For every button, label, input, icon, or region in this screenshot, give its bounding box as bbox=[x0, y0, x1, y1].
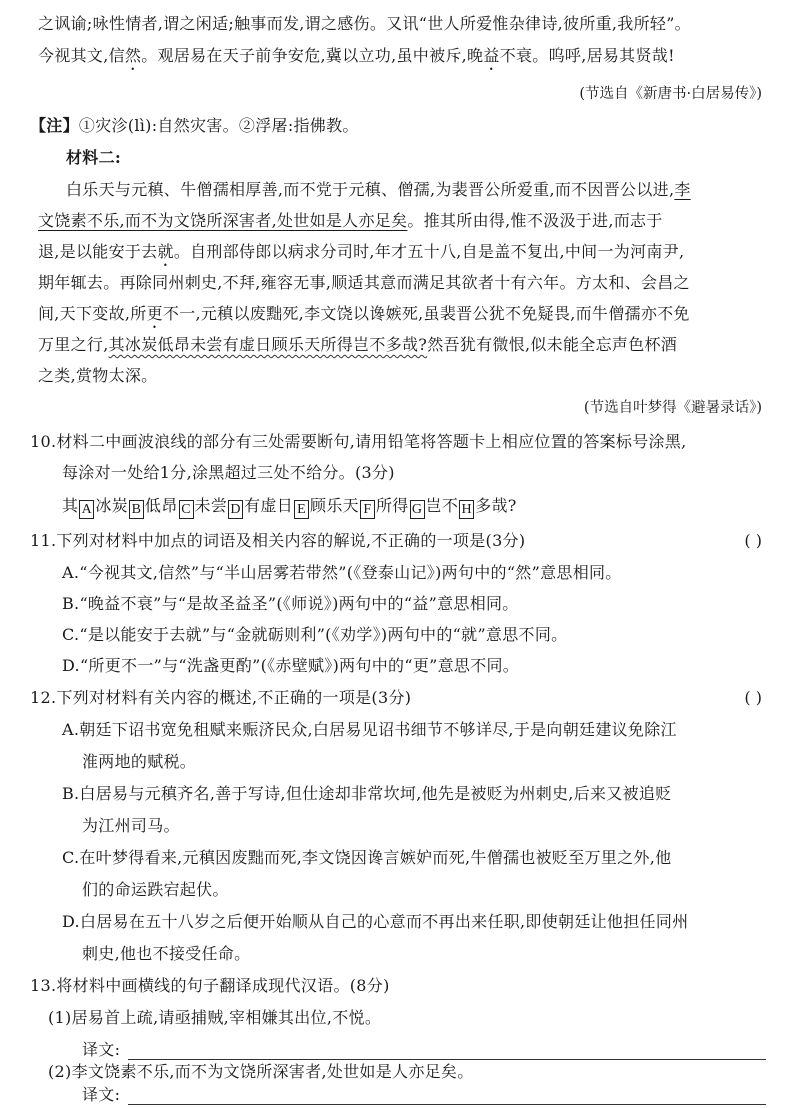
q10-option-a[interactable]: A bbox=[79, 500, 94, 519]
underlined-sentence: 文饶素不乐,而不为文饶所深害者,处世如是人亦足矣 bbox=[38, 211, 408, 230]
q10-segment: 顾乐天 bbox=[310, 496, 359, 515]
q10-segment: 低昂 bbox=[144, 496, 178, 515]
material-two-line-6 bbox=[38, 335, 677, 355]
dotted-word-geng: 更 bbox=[146, 304, 163, 323]
q13-answer-line-2[interactable] bbox=[128, 1103, 766, 1105]
q11-answer-paren[interactable]: ( ) bbox=[744, 531, 762, 550]
q11-option-c: C.“是以能安于去就”与“金就砺则利”(《劝学》)两句中的“就”意思不同。 bbox=[62, 625, 568, 644]
text-segment: 。自刑部侍郎以病求分司时,年才五十八,自是盖不复出,中间一为河南尹, bbox=[173, 242, 685, 261]
q13-sentence-2: (2)李文饶素不乐,而不为文饶所深害者,处世如是人亦足矣。 bbox=[48, 1062, 474, 1081]
q10-segment: 岂不 bbox=[425, 496, 459, 515]
q13-answer-label-1: 译文: bbox=[82, 1040, 121, 1059]
text-segment: 不一,元稹以废黜死,李文饶以谗嫉死,虽裴晋公犹不免疑畏,而牛僧孺亦不免 bbox=[162, 304, 690, 323]
q12-option-d-line-2: 刺史,他也不接受任命。 bbox=[82, 944, 251, 963]
q12-option-a-line-1: A.朝廷下诏书宽免租赋来赈济民众,白居易见诏书细节不够详尽,于是向朝廷建议免除江 bbox=[62, 720, 677, 739]
q10-segment: 冰炭 bbox=[95, 496, 128, 515]
material-two-line-5 bbox=[38, 304, 690, 332]
q11-option-d: D.“所更不一”与“洗盏更酌”(《赤壁赋》)两句中的“更”意思不同。 bbox=[62, 656, 520, 675]
q12-option-b-line-1: B.白居易与元稹齐名,善于写诗,但仕途却非常坎坷,他先是被贬为州刺史,后来又被追贬 bbox=[62, 784, 672, 803]
q11-stem: 11.下列对材料中加点的词语及相关内容的解说,不正确的一项是(3分) bbox=[30, 531, 526, 550]
q10-segment: 其 bbox=[62, 496, 79, 515]
wavy-underlined-passage: 其冰炭低昂未尝有虚日顾乐天所得岂不多哉? bbox=[108, 335, 428, 354]
text-segment: 。推其所由得,惟不汲汲于进,而志于 bbox=[407, 211, 663, 230]
q12-option-d-line-1: D.白居易在五十八岁之后便开始顺从自己的心意而不再出来任职,即使朝廷让他担任同州 bbox=[62, 912, 689, 931]
text-segment: 今视其文,信 bbox=[38, 46, 125, 65]
material-two-line-1 bbox=[66, 180, 691, 200]
q10-option-b[interactable]: B bbox=[129, 500, 144, 519]
text-segment: 退,是以能安于去 bbox=[38, 242, 158, 261]
note-text: ①灾沴(lì):自然灾害。②浮屠:指佛教。 bbox=[78, 116, 359, 135]
material-two-line-2 bbox=[38, 211, 663, 231]
q10-option-e[interactable]: E bbox=[294, 500, 309, 519]
q12-stem: 12.下列对材料有关内容的概述,不正确的一项是(3分) bbox=[30, 688, 412, 707]
material-two-heading: 材料二: bbox=[66, 148, 122, 167]
q13-sentence-1: (1)居易首上疏,请亟捕贼,宰相嫌其出位,不悦。 bbox=[48, 1008, 382, 1027]
q12-option-b-line-2: 为江州司马。 bbox=[82, 816, 180, 835]
q13-answer-label-2: 译文: bbox=[82, 1085, 121, 1104]
dotted-word-jiu: 就 bbox=[157, 242, 174, 261]
q10-option-c[interactable]: C bbox=[179, 500, 194, 519]
q12-option-c-line-2: 们的命运跌宕起伏。 bbox=[82, 880, 229, 899]
note-tag: 【注】 bbox=[30, 116, 79, 135]
material-two-source: (节选自叶梦得《避暑录话》) bbox=[583, 400, 762, 416]
material-two-line-3 bbox=[38, 242, 684, 270]
text-segment: 然吾犹有微恨,似未能全忘声色杯酒 bbox=[427, 335, 678, 354]
q10-segment: 多哉? bbox=[475, 496, 517, 515]
q10-stem-line-2: 每涂对一处给1分,涂黑超过三处不给分。(3分) bbox=[62, 463, 395, 482]
q13-stem: 13.将材料中画横线的句子翻译成现代汉语。(8分) bbox=[30, 976, 390, 995]
q10-option-d[interactable]: D bbox=[228, 500, 243, 519]
dotted-word-ran: 然 bbox=[124, 46, 142, 65]
q11-option-a: A.“今视其文,信然”与“半山居雾若带然”(《登泰山记》)两句中的“然”意思相同。 bbox=[62, 563, 622, 582]
text-segment: 万里之行, bbox=[38, 335, 109, 354]
note-line bbox=[30, 116, 359, 136]
q13-answer-line-1[interactable] bbox=[128, 1058, 766, 1060]
material-one-source: (节选自《新唐书·白居易传》) bbox=[579, 86, 762, 102]
q10-segment: 有虚日 bbox=[244, 496, 294, 515]
q11-option-b: B.“晚益不衰”与“是故圣益圣”(《师说》)两句中的“益”意思相同。 bbox=[62, 594, 519, 613]
text-segment: 不衰。呜呼,居易其贤哉! bbox=[499, 46, 675, 65]
text-segment: 。观居易在天子前争安危,冀以立功,虽中被斥,晚 bbox=[141, 46, 484, 65]
q10-stem-line-1: 10.材料二中画波浪线的部分有三处需要断句,请用铅笔将答题卡上相应位置的答案标号涂黑, bbox=[30, 432, 687, 451]
q12-option-a-line-2: 淮两地的赋税。 bbox=[82, 752, 197, 771]
material-two-line-4: 期年辄去。再除同州刺史,不拜,雍容无事,顺适其意而满足其欲者十有六年。方太和、会昌之 bbox=[38, 273, 690, 292]
q10-segment: 所得 bbox=[375, 496, 409, 515]
material-one-line-2 bbox=[38, 46, 675, 74]
q10-option-g[interactable]: G bbox=[410, 500, 425, 519]
q10-option-h[interactable]: H bbox=[459, 500, 474, 519]
q12-answer-paren[interactable]: ( ) bbox=[744, 688, 762, 707]
dotted-word-yi: 益 bbox=[483, 46, 500, 65]
q12-option-c-line-1: C.在叶梦得看来,元稹因废黜而死,李文饶因谗言嫉妒而死,牛僧孺也被贬至万里之外,他 bbox=[62, 848, 672, 867]
material-one-line-1: 之讽谕;咏性情者,谓之闲适;触事而发,谓之感伤。又讯“世人所爱惟杂律诗,彼所重,我所轻”。 bbox=[38, 14, 691, 33]
material-two-line-7: 之类,赏物太深。 bbox=[38, 366, 158, 385]
q10-segment: 未尝 bbox=[194, 496, 228, 515]
q10-option-f[interactable]: F bbox=[360, 500, 375, 519]
text-segment: 白乐天与元稹、牛僧孺相厚善,而不党于元稹、僧孺,为裴晋公所爱重,而不因晋公以进, bbox=[66, 180, 675, 199]
text-segment: 间,天下变故,所 bbox=[38, 304, 147, 323]
underlined-sentence-start: 李 bbox=[674, 180, 691, 199]
q10-segment-row bbox=[62, 496, 517, 519]
